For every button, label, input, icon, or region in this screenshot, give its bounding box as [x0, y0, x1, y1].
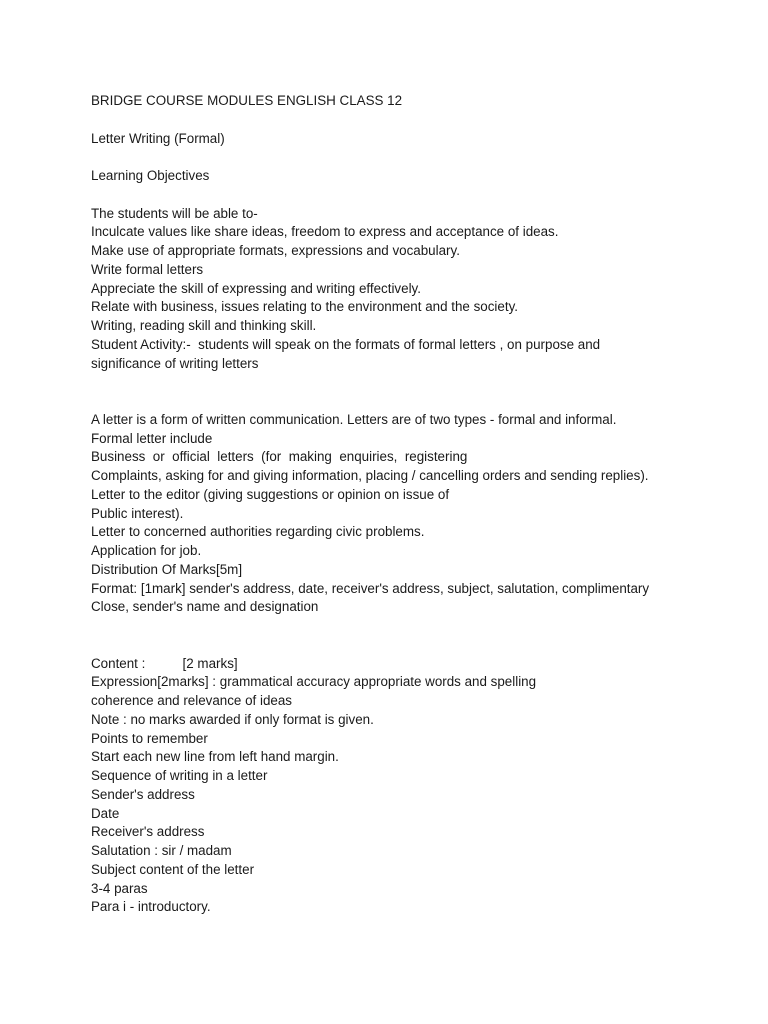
marks-info-line: Note : no marks awarded if only format is given. — [91, 711, 374, 727]
letter-info-line: Public interest). — [91, 505, 184, 521]
letter-info-line: Distribution Of Marks[5m] — [91, 561, 243, 577]
document-title: BRIDGE COURSE MODULES ENGLISH CLASS 12 — [91, 93, 403, 108]
marks-info-line: coherence and relevance of ideas — [91, 693, 292, 708]
letter-info-line: Application for job. — [91, 543, 202, 558]
objective-line: Write formal letters — [91, 261, 204, 277]
marks-info-line: Start each new line from left hand margin. — [91, 749, 339, 765]
objective-line: Inculcate values like share ideas, freedom to express and acceptance of ideas. — [91, 224, 559, 240]
marks-info-line: Points to remember — [91, 730, 208, 746]
marks-info-line: Expression[2marks] : grammatical accuracy appropriate words and spelling — [91, 674, 537, 690]
objective-line: The students will be able to- — [91, 205, 258, 221]
letter-info-line: Close, sender's name and designation — [91, 599, 319, 615]
document-subtitle: Letter Writing (Formal) — [91, 130, 225, 146]
objective-line: significance of writing letters — [91, 355, 259, 371]
marks-info-line: Sequence of writing in a letter — [91, 768, 268, 783]
marks-info-line: 3-4 paras — [91, 880, 148, 896]
marks-info-line: Subject content of the letter — [91, 861, 255, 877]
objectives-heading: Learning Objectives — [91, 168, 210, 183]
marks-info-line: Receiver's address — [91, 824, 205, 840]
marks-info-block — [91, 655, 708, 918]
objective-line: Relate with business, issues relating to the environment and the society. — [91, 299, 518, 315]
marks-info-line: Salutation : sir / madam — [91, 843, 232, 858]
objectives-block — [91, 205, 708, 374]
marks-info-line: Sender's address — [91, 786, 195, 802]
objective-line: Student Activity:- students will speak on the formats of formal letters , on purpose and — [91, 336, 601, 352]
letter-info-line: Letter to the editor (giving suggestions or opinion on issue of — [91, 486, 450, 502]
marks-info-line: Content : [2 marks] — [91, 655, 238, 671]
marks-info-line: Date — [91, 805, 120, 821]
objective-line: Appreciate the skill of expressing and writing effectively. — [91, 280, 421, 296]
objective-line: Make use of appropriate formats, expressions and vocabulary. — [91, 243, 460, 258]
letter-info-line: Complaints, asking for and giving information, placing / cancelling orders and sending replies). — [91, 468, 649, 483]
objective-line: Writing, reading skill and thinking skill. — [91, 318, 317, 333]
letter-info-line: Formal letter include — [91, 430, 213, 446]
marks-info-line: Para i - introductory. — [91, 899, 211, 915]
letter-info-line: A letter is a form of written communication. Letters are of two types - formal and informal. — [91, 411, 617, 427]
letter-info-line: Business or official letters (for making enquiries, registering — [91, 449, 468, 465]
letter-info-line: Format: [1mark] sender's address, date, receiver's address, subject, salutation, complimentary — [91, 580, 650, 596]
letter-info-line: Letter to concerned authorities regarding civic problems. — [91, 524, 425, 540]
letter-info-block — [91, 411, 708, 617]
